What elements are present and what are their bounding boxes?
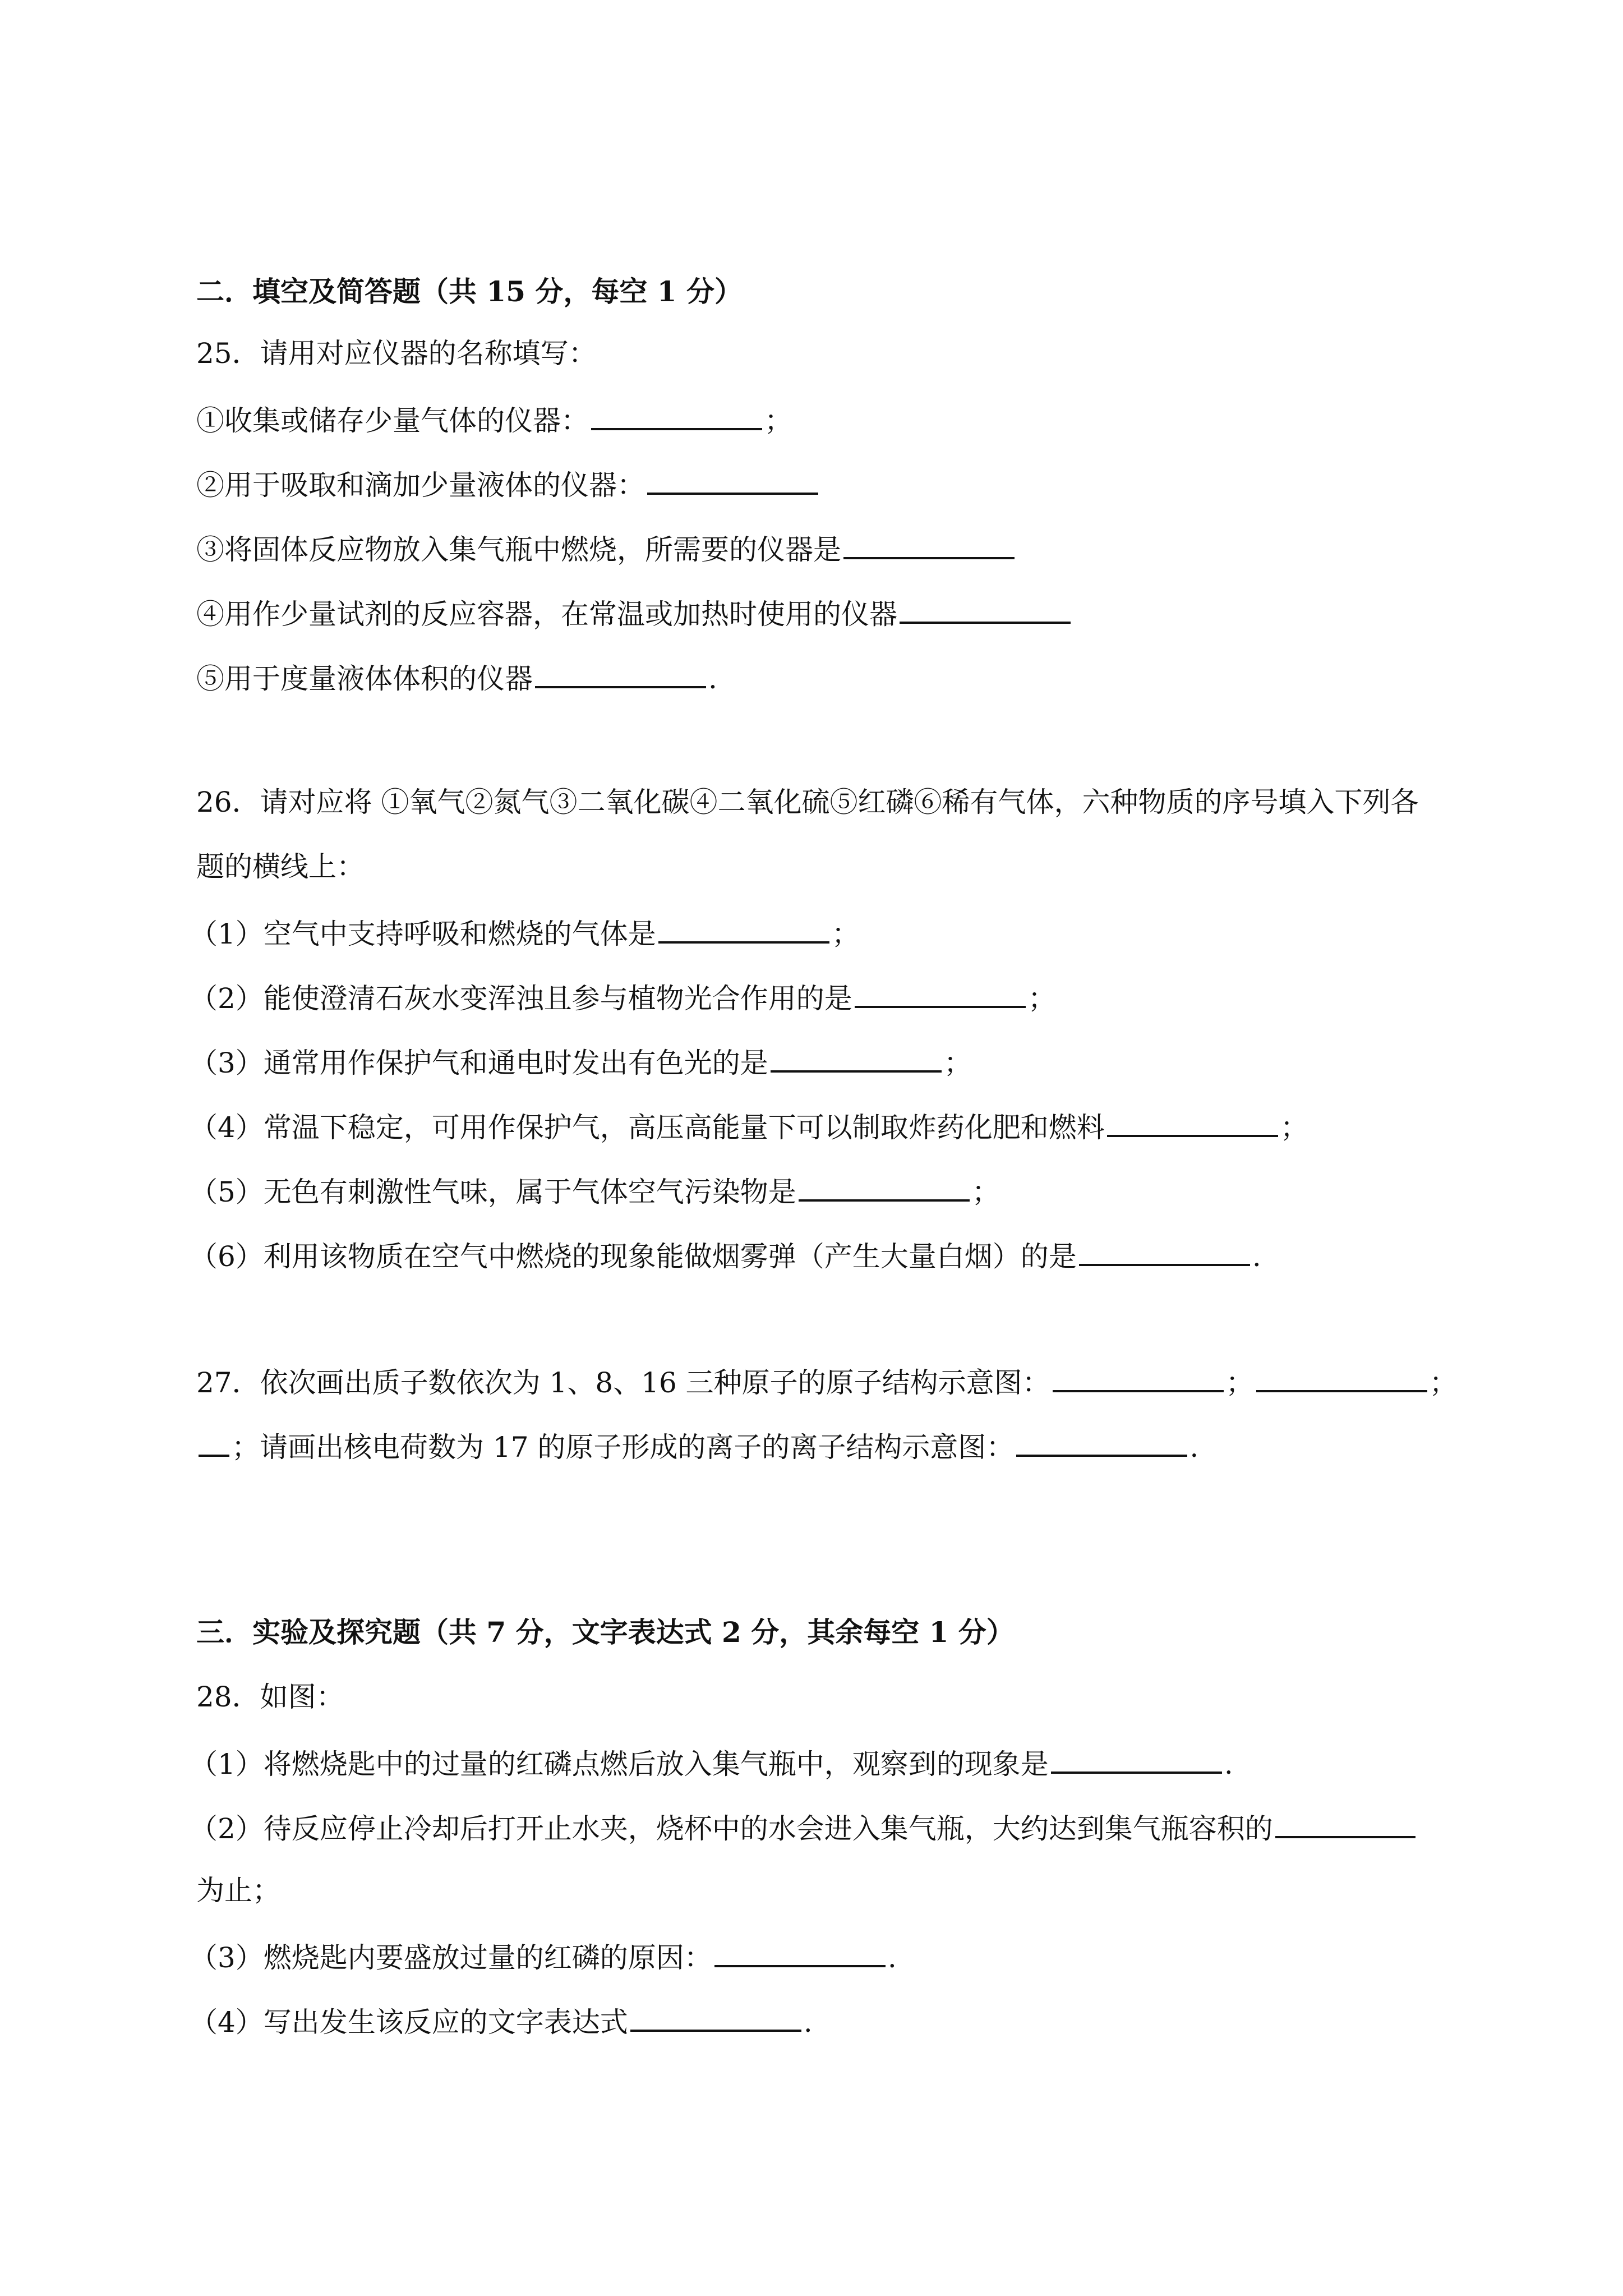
q26-item-6-text: （6）利用该物质在空气中燃烧的现象能做烟雾弹（产生大量白烟）的是: [190, 1240, 1077, 1273]
q28-item-1-suffix: .: [1224, 1748, 1233, 1780]
q27-line-1-text: 27．依次画出质子数依次为 1、8、16 三种原子的原子结构示意图：: [196, 1366, 1050, 1399]
answer-blank[interactable]: [647, 466, 818, 495]
q26-item-1-text: （1）空气中支持呼吸和燃烧的气体是: [190, 918, 656, 950]
q27-line-2-text: ；请画出核电荷数为 17 的原子形成的离子的离子结构示意图：: [232, 1431, 1015, 1464]
q28-item-4: [190, 2003, 813, 2039]
q28-item-2-text: （2）待反应停止冷却后打开止水夹，烧杯中的水会进入集气瓶，大约达到集气瓶容积的: [190, 1812, 1273, 1845]
q26-stem-line-1: 26．请对应将 ①氧气②氮气③二氧化碳④二氧化硫⑤红磷⑥稀有气体，六种物质的序号填入下列各: [196, 786, 1419, 818]
q26-item-1-suffix: ；: [831, 918, 860, 950]
answer-blank[interactable]: [771, 1043, 942, 1073]
q26-item-6: [190, 1237, 1261, 1273]
q27-line-1: [196, 1363, 1458, 1400]
q27-sep-2: ；: [1429, 1366, 1458, 1399]
q25-item-5: [196, 659, 717, 696]
answer-blank[interactable]: [1053, 1363, 1224, 1392]
answer-blank[interactable]: [535, 659, 706, 688]
q28-item-1-text: （1）将燃烧匙中的过量的红磷点燃后放入集气瓶中，观察到的现象是: [190, 1748, 1049, 1780]
q25-item-1-suffix: ；: [764, 404, 792, 437]
q25-item-1: [196, 401, 792, 438]
q26-item-5-suffix: ；: [971, 1176, 1000, 1208]
q26-item-4-text: （4）常温下稳定，可用作保护气，高压高能量下可以制取炸药化肥和燃料: [190, 1111, 1105, 1144]
answer-blank[interactable]: [1051, 1745, 1222, 1774]
answer-blank[interactable]: [900, 595, 1071, 624]
q26-item-6-suffix: .: [1252, 1240, 1261, 1273]
answer-blank[interactable]: [799, 1172, 970, 1202]
q26-item-5: [190, 1172, 1000, 1209]
q26-item-3: [190, 1043, 972, 1080]
q28-item-4-text: （4）写出发生该反应的文字表达式: [190, 2006, 628, 2039]
q26-item-3-text: （3）通常用作保护气和通电时发出有色光的是: [190, 1047, 768, 1079]
q27-line-2-suffix: .: [1189, 1431, 1199, 1464]
q25-item-4: [196, 595, 1073, 631]
q26-item-2: [190, 979, 1056, 1015]
q25-item-2: [196, 466, 820, 502]
q25-stem: 25．请用对应仪器的名称填写：: [196, 337, 597, 370]
q26-item-4: [190, 1108, 1308, 1144]
q28-item-1: [190, 1745, 1233, 1781]
q25-item-2-text: ②用于吸取和滴加少量液体的仪器：: [196, 469, 645, 501]
q27-sep-1: ；: [1225, 1366, 1254, 1399]
answer-blank[interactable]: [1079, 1237, 1250, 1266]
q25-item-5-text: ⑤用于度量液体体积的仪器: [196, 662, 533, 695]
q28-item-2: [190, 1809, 1418, 1846]
answer-blank[interactable]: [1275, 1809, 1415, 1838]
q28-item-2-continued: 为止；: [196, 1874, 280, 1907]
answer-blank[interactable]: [855, 979, 1026, 1008]
answer-blank[interactable]: [630, 2003, 801, 2032]
q25-item-1-text: ①收集或储存少量气体的仪器：: [196, 404, 589, 437]
q26-item-2-suffix: ；: [1027, 982, 1056, 1015]
answer-blank[interactable]: [591, 401, 762, 430]
q25-item-4-text: ④用作少量试剂的反应容器，在常温或加热时使用的仪器: [196, 598, 897, 631]
q25-item-3: [196, 530, 1017, 567]
q26-item-4-suffix: ；: [1280, 1111, 1308, 1144]
q26-stem-line-2: 题的横线上：: [196, 850, 365, 883]
q28-item-4-suffix: .: [803, 2006, 813, 2039]
q28-stem: 28．如图：: [196, 1681, 344, 1713]
q25-item-5-suffix: .: [708, 662, 717, 695]
q26-item-1: [190, 914, 860, 951]
answer-blank[interactable]: [658, 914, 829, 944]
answer-blank[interactable]: [199, 1428, 229, 1457]
q28-item-3-suffix: .: [887, 1941, 897, 1974]
answer-blank[interactable]: [714, 1938, 886, 1967]
q26-item-2-text: （2）能使澄清石灰水变浑浊且参与植物光合作用的是: [190, 982, 852, 1015]
q28-item-3: [190, 1938, 897, 1975]
answer-blank[interactable]: [1107, 1108, 1278, 1137]
q26-item-5-text: （5）无色有刺激性气味，属于气体空气污染物是: [190, 1176, 796, 1208]
answer-blank[interactable]: [1016, 1428, 1187, 1457]
answer-blank[interactable]: [843, 530, 1015, 559]
q28-item-3-text: （3）燃烧匙内要盛放过量的红磷的原因：: [190, 1941, 712, 1974]
q26-item-3-suffix: ；: [943, 1047, 972, 1079]
q25-item-3-text: ③将固体反应物放入集气瓶中燃烧，所需要的仪器是: [196, 533, 841, 566]
section-2-heading: 二．填空及简答题（共 15 分，每空 1 分）: [196, 275, 743, 308]
q27-line-2: [196, 1428, 1198, 1464]
answer-blank[interactable]: [1256, 1363, 1427, 1392]
section-3-heading: 三．实验及探究题（共 7 分，文字表达式 2 分，其余每空 1 分）: [196, 1616, 1015, 1649]
